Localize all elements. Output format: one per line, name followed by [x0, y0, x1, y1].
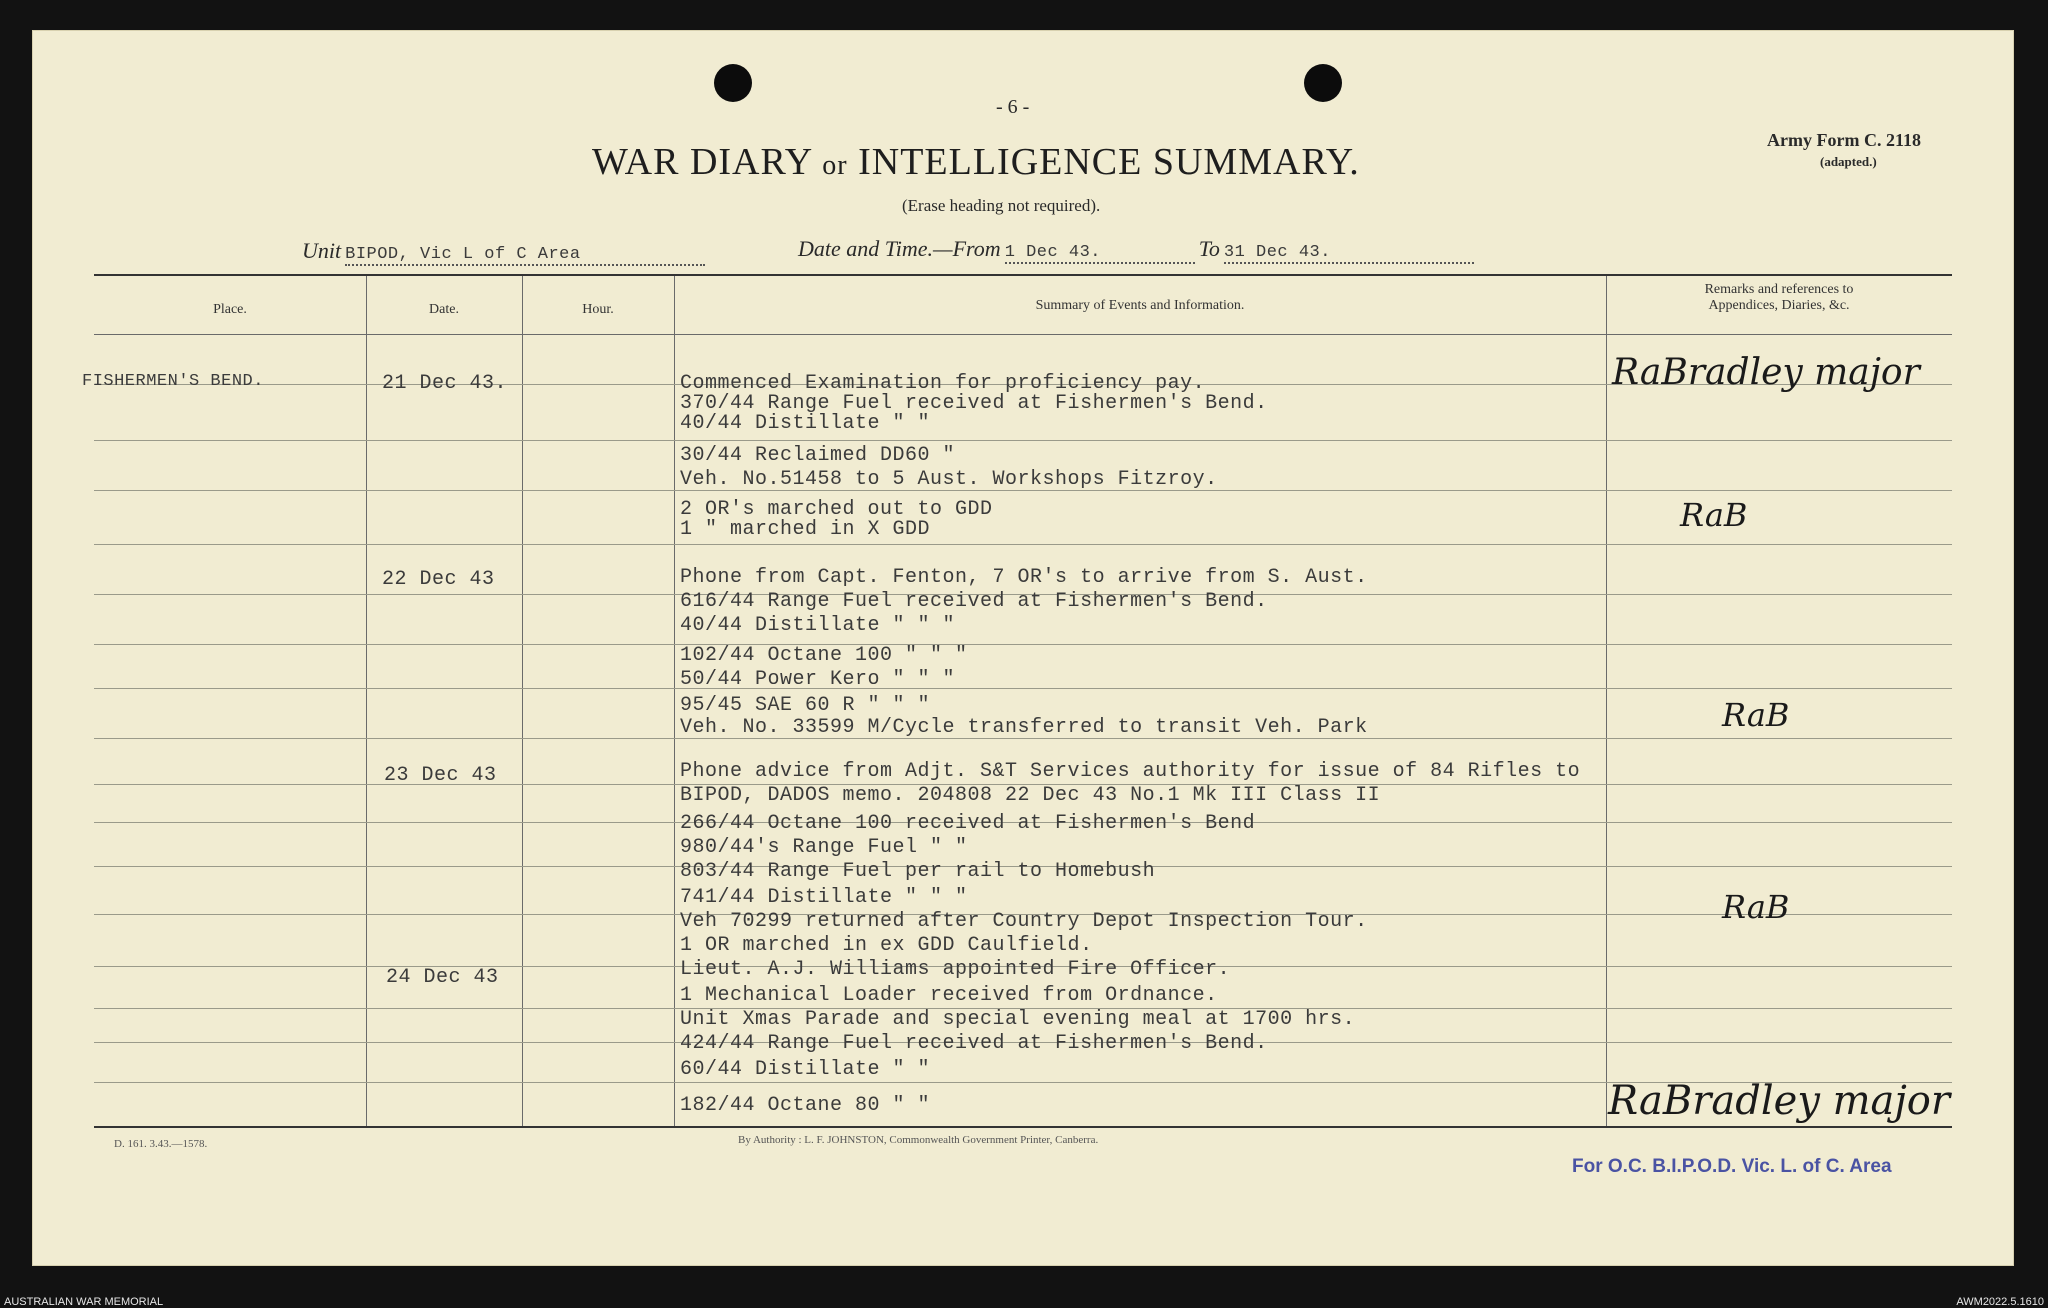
entry-line: Veh. No.51458 to 5 Aust. Workshops Fitzroy.	[680, 468, 1218, 491]
entry-line: 1 " marched in X GDD	[680, 518, 931, 541]
rule-line	[94, 644, 1952, 645]
printer-authority: By Authority : L. F. JOHNSTON, Commonwealth Government Printer, Canberra.	[738, 1134, 1099, 1146]
entry-line: 40/44 Distillate " " "	[680, 614, 956, 637]
title-or: or	[822, 150, 848, 181]
entry-line: 60/44 Distillate " "	[680, 1058, 931, 1081]
entry-line: 1 Mechanical Loader received from Ordnance.	[680, 984, 1218, 1007]
date-entry-23: 23 Dec 43	[384, 764, 497, 787]
signature-initials-1: RaB	[1680, 496, 1748, 534]
date-entry-22: 22 Dec 43	[382, 568, 495, 591]
col-divider-summary	[1606, 276, 1607, 1126]
entry-line: 266/44 Octane 100 received at Fishermen's Bend	[680, 812, 1256, 835]
punch-hole-right	[1304, 64, 1342, 102]
entry-line: 40/44 Distillate " "	[680, 412, 931, 435]
date-label: Date and Time.—From	[798, 236, 1001, 261]
entry-line: Unit Xmas Parade and special evening meal at 1700 hrs.	[680, 1008, 1356, 1031]
entry-line: Commenced Examination for proficiency pay.	[680, 372, 1206, 395]
entry-line: Lieut. A.J. Williams appointed Fire Officer.	[680, 958, 1231, 981]
entry-line: 370/44 Range Fuel received at Fishermen's Bend.	[680, 392, 1268, 415]
entry-line: 741/44 Distillate " " "	[680, 886, 968, 909]
signature-full-top: RaBradley major	[1612, 352, 1920, 393]
page-title	[592, 140, 1360, 184]
signature-initials-3: RaB	[1722, 888, 1790, 926]
rule-line	[94, 544, 1952, 545]
entry-line: 95/45 SAE 60 R " " "	[680, 694, 931, 717]
to-label: To	[1198, 236, 1220, 261]
table-top-rule	[94, 274, 1952, 276]
entry-line: Phone advice from Adjt. S&T Services authority for issue of 84 Rifles to	[680, 760, 1581, 783]
date-entry-21: 21 Dec 43.	[382, 372, 508, 395]
entry-line: 50/44 Power Kero " " "	[680, 668, 956, 691]
signature-full-bottom: RaBradley major	[1608, 1078, 1951, 1124]
entry-line: Veh 70299 returned after Country Depot Inspection Tour.	[680, 910, 1368, 933]
entry-line: 102/44 Octane 100 " " "	[680, 644, 968, 667]
column-header-hour: Hour.	[582, 302, 614, 317]
entry-line: Veh. No. 33599 M/Cycle transferred to transit Veh. Park	[680, 716, 1368, 739]
column-header-summary: Summary of Events and Information.	[1035, 298, 1245, 313]
entry-line: 803/44 Range Fuel per rail to Homebush	[680, 860, 1156, 883]
entry-line: 2 OR's marched out to GDD	[680, 498, 993, 521]
column-header-date: Date.	[429, 302, 459, 317]
column-header-remarks-2: Appendices, Diaries, &c.	[1708, 298, 1850, 313]
unit-stamp: For O.C. B.I.P.O.D. Vic. L. of C. Area	[1572, 1156, 1892, 1177]
date-field	[798, 236, 1474, 264]
column-header-place: Place.	[213, 302, 247, 317]
entry-line: 182/44 Octane 80 " "	[680, 1094, 931, 1117]
form-name: Army Form C. 2118	[1767, 130, 1921, 150]
archive-caption-left: AUSTRALIAN WAR MEMORIAL	[4, 1296, 164, 1308]
unit-value: BIPOD, Vic L of C Area	[345, 245, 705, 266]
unit-label: Unit	[302, 238, 342, 263]
entry-line: 616/44 Range Fuel received at Fishermen's Bend.	[680, 590, 1268, 613]
page-number: - 6 -	[996, 96, 1030, 118]
entry-line: 1 OR marched in ex GDD Caulfield.	[680, 934, 1093, 957]
print-code: D. 161. 3.43.—1578.	[114, 1138, 208, 1150]
header-row-rule	[94, 334, 1952, 335]
date-to-value: 31 Dec 43.	[1224, 243, 1474, 264]
rule-line	[94, 688, 1952, 689]
title-part1: WAR DIARY	[592, 141, 812, 183]
date-entry-24: 24 Dec 43	[386, 966, 499, 989]
rule-line	[94, 440, 1952, 441]
diary-page	[32, 30, 2014, 1266]
col-divider-date	[522, 276, 523, 1126]
table-bottom-rule	[94, 1126, 1952, 1128]
unit-field	[302, 238, 705, 266]
place-name: FISHERMEN'S BEND.	[82, 372, 264, 391]
signature-initials-2: RaB	[1722, 696, 1790, 734]
col-divider-place	[366, 276, 367, 1126]
entry-line: 424/44 Range Fuel received at Fishermen's Bend.	[680, 1032, 1268, 1055]
col-divider-hour	[674, 276, 675, 1126]
entry-line: BIPOD, DADOS memo. 204808 22 Dec 43 No.1 Mk III Class II	[680, 784, 1381, 807]
punch-hole-left	[714, 64, 752, 102]
column-header-remarks-1: Remarks and references to	[1704, 282, 1854, 297]
page-subtitle: (Erase heading not required).	[902, 196, 1101, 215]
title-part2: INTELLIGENCE SUMMARY.	[858, 141, 1360, 183]
date-from-value: 1 Dec 43.	[1005, 243, 1195, 264]
entry-line: 980/44's Range Fuel " "	[680, 836, 968, 859]
entry-line: Phone from Capt. Fenton, 7 OR's to arrive from S. Aust.	[680, 566, 1368, 589]
archive-caption-right: AWM2022.5.1610	[1956, 1296, 2044, 1308]
entry-line: 30/44 Reclaimed DD60 "	[680, 444, 956, 467]
form-note: (adapted.)	[1820, 154, 1877, 169]
